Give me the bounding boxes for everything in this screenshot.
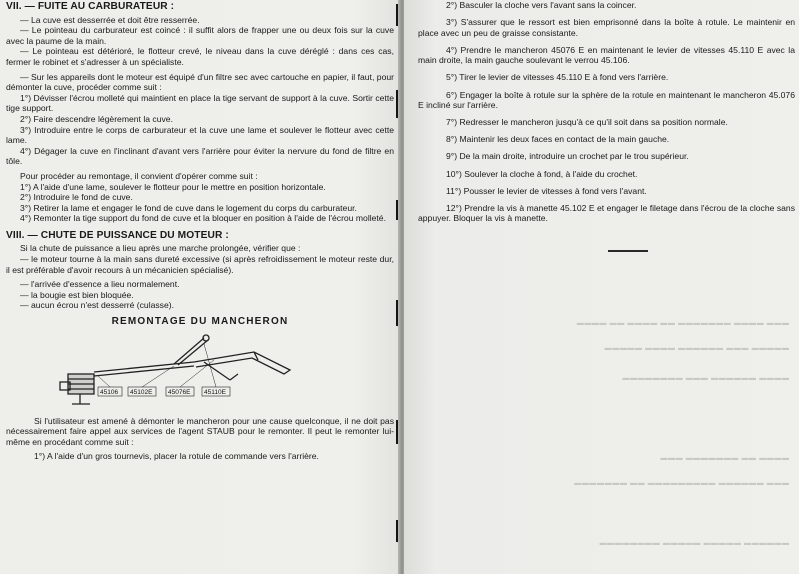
bleed-through-shadow: ▬▬▬ ▬▬▬▬▬▬ ▬▬▬▬▬▬▬▬▬ ▬▬ ▬▬▬▬▬▬▬ — [573, 480, 789, 487]
right-step-5: 5°) Tirer le levier de vitesses 45.110 E à fond vers l'arrière. — [446, 72, 669, 83]
remontage-title: REMONTAGE DU MANCHERON — [111, 316, 289, 328]
part-label-45106: 45106 — [100, 388, 119, 396]
right-step-10: 10°) Soulever la cloche à fond, à l'aide du crochet. — [446, 168, 638, 179]
right-step-3: 3°) S'assurer que le ressort est bien emprisonné dans la boîte à rotule. Le maintenir en place avec un peu de graisse consistante. — [418, 17, 795, 38]
section-viii-title: VIII. — CHUTE DE PUISSANCE DU MOTEUR : — [6, 229, 229, 241]
right-step-2: 2°) Basculer la cloche vers l'avant sans la coincer. — [446, 0, 637, 10]
section-viii-line-4: — aucun écrou n'est desserré (culasse). — [20, 300, 175, 311]
section-vii-line-3: — Le pointeau est détérioré, le flotteur crevé, le niveau dans la cuve déréglé : dans ces cas, fermer le robinet et s'adresser à un spécialiste. — [6, 46, 394, 67]
bleed-through-shadow: ▬▬▬▬▬ ▬▬▬ ▬▬▬▬▬▬ ▬▬▬▬ ▬▬▬▬▬ — [604, 345, 789, 352]
right-page — [404, 0, 799, 574]
right-step-8: 8°) Maintenir les deux faces en contact de la main gauche. — [446, 134, 670, 145]
right-step-4: 4°) Prendre le mancheron 45076 E en maintenant le levier de vitesses 45.110 E avec la main droite, la main gauche soulevant le verrou 45.106. — [418, 44, 795, 66]
right-step-9: 9°) De la main droite, introduire un crochet par le trou supérieur. — [446, 151, 689, 162]
reassembly-intro: Pour procéder au remontage, il convient d'opérer comme suit : — [20, 170, 258, 181]
bleed-through-shadow: ▬▬▬▬▬▬ ▬▬▬▬▬ ▬▬▬▬▬ ▬▬▬▬▬▬▬▬ — [598, 540, 789, 547]
section-viii-line-3: — la bougie est bien bloquée. — [20, 289, 134, 300]
section-vii-title: VII. — FUITE AU CARBURATEUR : — [6, 1, 175, 12]
section-vii-step-1: 1°) Dévisser l'écrou molleté qui maintient en place la tige servant de support à la cuve. Sortir cette tige support. — [6, 92, 394, 114]
part-label-45076e: 45076E — [168, 388, 191, 396]
right-step-12: 12°) Prendre la vis à manette 45.102 E et engager le filetage dans l'écrou de la cloche sans appuyer. Bloquer la vis à manette. — [418, 202, 795, 224]
left-column — [6, 2, 394, 462]
remontage-step-1: 1°) A l'aide d'un gros tournevis, placer la rotule de commande vers l'arrière. — [34, 451, 319, 462]
right-step-7: 7°) Redresser le mancheron jusqu'à ce qu'il soit dans sa position normale. — [446, 117, 728, 128]
bleed-through-shadow: ▬▬▬▬ ▬▬▬▬▬▬ ▬▬▬ ▬▬▬▬▬▬▬▬ — [621, 375, 789, 382]
section-viii-line-2: — l'arrivée d'essence a lieu normalement. — [20, 279, 180, 290]
reassembly-step-4: 4°) Remonter la tige support du fond de cuve et la bloquer en position à l'aide de l'écrou molleté. — [20, 213, 386, 224]
right-step-11: 11°) Pousser le levier de vitesses à fond vers l'avant. — [446, 185, 647, 196]
section-viii-line-1: — le moteur tourne à la main sans dureté excessive (si après refroidissement le moteur reste dur, il est préférable d'avoir recours à un mécanicien spécialisé). — [6, 254, 394, 275]
right-step-6: 6°) Engager la boîte à rotule sur la sphère de la rotule en maintenant le mancheron 45.076 E incliné sur l'arrière. — [418, 89, 795, 111]
bleed-through-shadow: ▬▬▬ ▬▬▬▬ ▬▬▬▬▬▬▬ ▬▬ ▬▬▬▬ ▬▬ ▬▬▬▬ — [576, 320, 789, 327]
reassembly-step-2: 2°) Introduire le fond de cuve. — [20, 192, 133, 203]
section-viii-intro: Si la chute de puissance a lieu après une marche prolongée, vérifier que : — [20, 243, 301, 254]
section-vii-step-4: 4°) Dégager la cuve en l'inclinant d'avant vers l'arrière pour éviter la nervure du fond de filtre en tôle. — [6, 145, 394, 167]
section-separator — [608, 250, 648, 252]
part-label-45102e: 45102E — [130, 388, 153, 396]
section-vii-step-2: 2°) Faire descendre légèrement la cuve. — [20, 113, 173, 124]
remontage-intro: Si l'utilisateur est amené à démonter le mancheron pour une cause quelconque, il ne doit pas nécessairement faire appel aux services de l'agent STAUB pour le remonter. Il peut le remonter lui-même en procédant comme suit : — [6, 415, 394, 447]
part-label-45110e: 45110E — [204, 388, 226, 396]
section-vii-step-3: 3°) Introduire entre le corps de carburateur et la cuve une lame et soulever le flotteur avec cette lame. — [6, 124, 394, 146]
section-vii-line-4: — Sur les appareils dont le moteur est équipé d'un filtre sec avec cartouche en papier, il faut, pour démonter la cuve, procéder comme suit : — [6, 71, 394, 93]
reassembly-step-1: 1°) A l'aide d'une lame, soulever le flotteur pour le mettre en position horizontale. — [20, 181, 326, 192]
section-vii-line-1: — La cuve est desserrée et doit être resserrée. — [20, 14, 200, 25]
reassembly-step-3: 3°) Retirer la lame et engager le fond de cuve dans le logement du corps du carburateur. — [20, 202, 357, 213]
right-column — [418, 0, 795, 252]
section-vii-line-2: — Le pointeau du carburateur est coincé : il suffit alors de frapper une ou deux fois sur la cuve avec la paume de la main. — [6, 25, 394, 46]
bleed-through-shadow: ▬▬▬▬ ▬▬ ▬▬▬▬▬▬▬ ▬▬▬ — [659, 455, 789, 462]
mancheron-diagram — [54, 330, 304, 410]
